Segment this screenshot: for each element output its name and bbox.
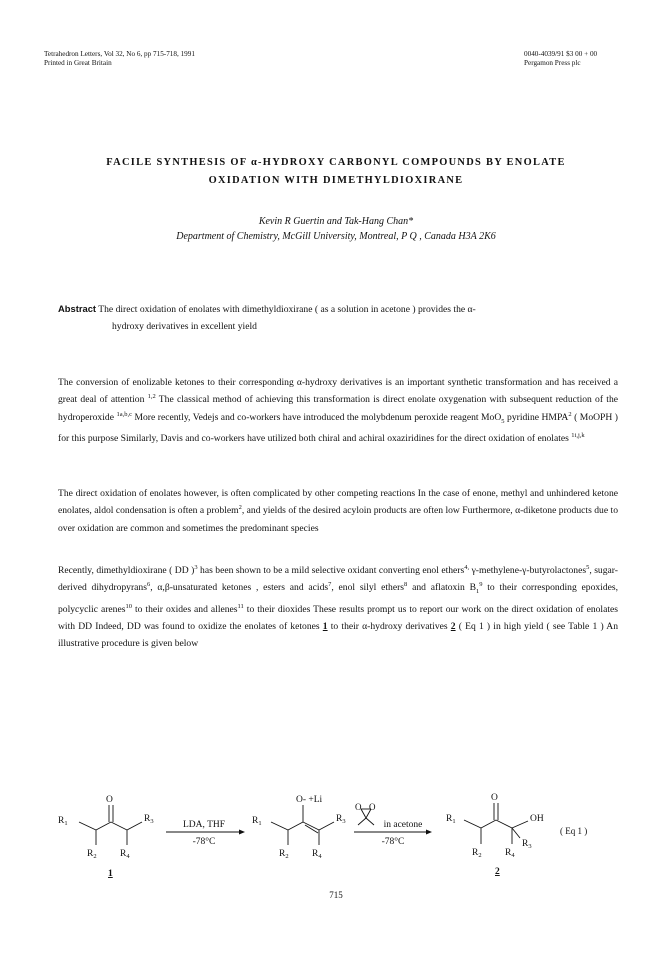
reference-sup: 11 [237,602,244,610]
text-run: Recently, dimethyldioxirane ( DD ) [58,565,195,576]
text-run: to their oxides and allenes [131,603,238,615]
reference-sup: 2 [238,504,242,512]
title-line-1: FACILE SYNTHESIS OF α-HYDROXY CARBONYL COMPOUNDS BY ENOLATE [106,157,566,168]
compound-ref-1: 1 [322,620,328,632]
text-run: has been shown to be a mild selective oxidant converting enol ethers [197,565,465,576]
r2-label: $R_2$ [279,849,289,860]
compound-ref-2: 2 [450,620,456,632]
text-run: , and yields of the desired acyloin products are often low Furthermore, α-diketone products due to over oxidation are common and sometimes the predominant species [58,505,618,534]
reference-sup: 6 [146,581,151,589]
authors: Kevin R Guertin and Tak-Hang Chan* [258,216,414,227]
reference-sup: 1i,j,k [571,431,585,439]
reaction-scheme [54,788,634,896]
reference-sup: 3 [194,563,198,571]
arrow1-reagents: LDA, THF [182,820,226,830]
reference-sup: 5 [586,563,590,571]
text-run: to their corresponding epoxides, polycyclic arenes [58,582,619,615]
text-run: The direct oxidation of enolates however, is often complicated by other competing reactions In the case of enone, methyl and unhindered ketone enolates, aldol condensation is often a problem [58,488,618,517]
reference-sup: 4, [464,563,470,571]
title-line-2: OXIDATION WITH DIMETHYLDIOXIRANE [208,175,464,186]
text-run: γ-methylene-γ-butyrolactones [469,565,587,576]
text-run: , sugar-derived dihydropyrans [58,565,618,594]
text-run: ( MoOPH ) for this purpose Similarly, Davis and co-workers have utilized both chiral and achiral oxaziridines for the direct oxidation of enolates [58,411,618,444]
code-line: 0040-4039/91 $3 00 + 00 [524,50,598,58]
journal-citation [44,50,195,68]
r2-label: $R_2$ [472,848,482,859]
r1-label: $R_1$ [446,814,456,825]
affiliation: Department of Chemistry, McGill University, Montreal, P Q , Canada H3A 2K6 [176,231,496,242]
arrow2-temperature: -78°C [381,837,405,847]
text-run: , enol silyl ethers [331,582,405,594]
ketone-structure-1 [79,805,142,845]
arrow1-temperature: -78°C [192,837,216,847]
reference-sup: 8 [404,581,408,589]
arrowhead-icon [239,830,245,835]
r3-label: $R_3$ [522,839,532,850]
reference-sup: 2 [568,410,572,418]
subscript: 1 [475,588,480,596]
reference-sup: 1a,b,c [116,410,132,418]
text-run: , α,β-unsaturated ketones , esters and acids [150,582,329,594]
carbonyl-oxygen-1: O [106,795,113,805]
text-run: The conversion of enolizable ketones to their corresponding α-hydroxy derivatives is an important synthetic transformation and has received a great deal of attention [58,377,618,406]
abstract-line-1: The direct oxidation of enolates with dimethyldioxirane ( as a solution in acetone ) provides the α- [98,304,476,315]
compound-label-1: 1 [108,869,113,879]
article-title [40,154,632,190]
text-run: to their dioxides These results prompt us to report our work on the direct oxidation of enolates with DD Indeed, DD was found to oxidize the enolates of ketones [58,603,619,632]
text-run: and aflatoxin B [407,582,476,594]
abstract-line-2: hydroxy derivatives in excellent yield [112,321,257,332]
r2-label: $R_2$ [87,849,97,860]
arrowhead-icon [426,830,432,835]
r3-label: $R_3$ [144,814,154,825]
reference-sup: 9 [479,581,483,589]
enolate-structure [271,805,334,845]
dioxirane-oxygen-right: O [369,802,376,812]
arrow2-solvent: in acetone [383,820,423,830]
r1-label: $R_1$ [58,816,68,827]
paragraph-complications [58,485,618,537]
r1-label: $R_1$ [252,816,262,827]
abstract [58,300,618,335]
paragraph-dioxirane [58,562,618,652]
r4-label: $R_4$ [312,849,322,860]
reference-sup: 1,2 [147,393,156,401]
reference-sup: 7 [328,581,332,589]
journal-line: Tetrahedron Letters, Vol 32, No 6, pp 715-718, 1991 [44,50,195,58]
text-run: More recently, Vedejs and co-workers have introduced the molybdenum peroxide reagent MoO [131,411,502,423]
dioxirane-oxygen-left: O [355,802,362,812]
hydroxyl-label: OH [530,814,544,824]
printed-line: Printed in Great Britain [44,59,112,67]
hydroxy-ketone-structure-2 [464,803,528,844]
page-number: 715 [329,890,343,900]
text-run: pyridine HMPA [504,411,569,423]
text-run: to their α-hydroxy derivatives [327,620,451,632]
r4-label: $R_4$ [120,849,130,860]
publisher-info [524,50,597,68]
carbonyl-oxygen-2: O [491,793,498,803]
paragraph-intro [58,374,618,447]
r3-label: $R_3$ [336,814,346,825]
abstract-label: Abstract [58,303,97,314]
publisher-line: Pergamon Press plc [524,59,581,67]
equation-label: ( Eq 1 ) [560,826,588,836]
reference-sup: 10 [125,602,132,610]
enolate-oxygen-lithium: O- +Li [296,795,323,805]
subscript: 5 [501,417,505,425]
text-run: The classical method of achieving this transformation is direct enolate oxygenation with subsequent reduction of the hydroperoxide [58,394,618,423]
text-run: ( Eq 1 ) in high yield ( see Table 1 ) An illustrative procedure is given below [58,620,618,650]
r4-label: $R_4$ [505,848,515,859]
author-block [40,214,632,244]
compound-label-2: 2 [495,867,500,877]
